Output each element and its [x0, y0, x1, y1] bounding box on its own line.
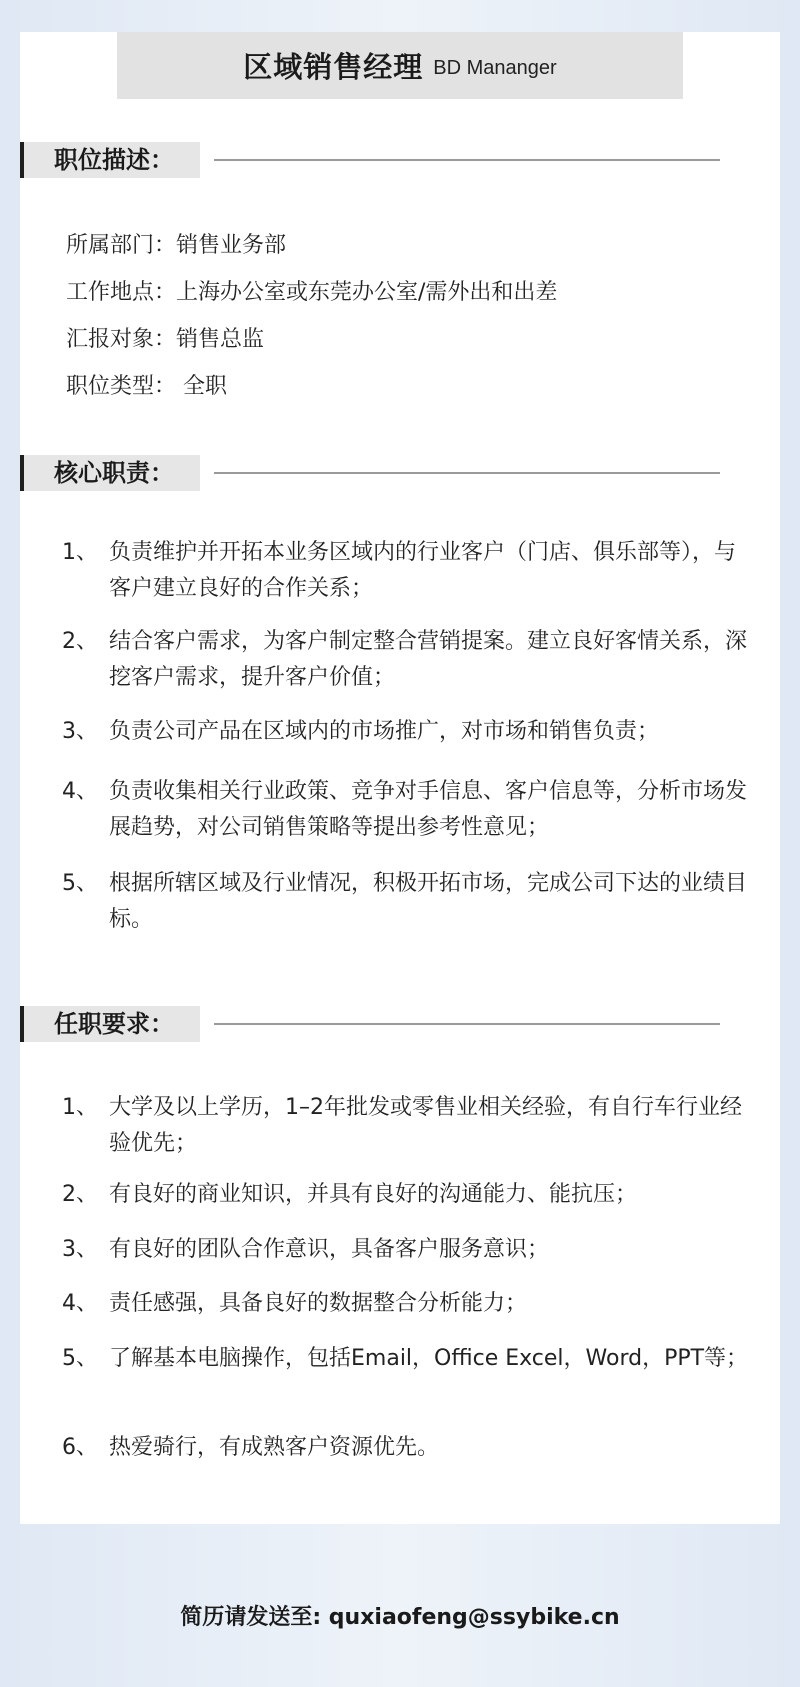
- section-divider: [214, 159, 720, 161]
- item-text: 根据所辖区域及行业情况，积极开拓市场，完成公司下达的业绩目标。: [109, 871, 748, 932]
- item-text: 了解基本电脑操作，包括Email，Office Excel，Word，PPT等；: [109, 1346, 749, 1371]
- info-label: 职位类型：: [66, 374, 177, 399]
- section-divider: [214, 1023, 720, 1025]
- requirement-item: [62, 1177, 752, 1213]
- requirement-item: [62, 1232, 752, 1268]
- info-row-department: [66, 228, 286, 259]
- duty-item: [62, 535, 752, 607]
- info-row-location: [66, 275, 557, 306]
- info-row-reports-to: [66, 322, 264, 353]
- requirement-item: [62, 1430, 752, 1466]
- item-number: 2、: [62, 629, 98, 654]
- section-label: 核心职责：: [54, 459, 174, 487]
- job-posting-card: [20, 32, 780, 1524]
- info-label: 汇报对象：: [66, 327, 177, 352]
- section-heading-description: [20, 142, 720, 178]
- job-title-en: BD Mananger: [433, 57, 557, 79]
- item-text: 负责收集相关行业政策、竞争对手信息、客户信息等，分析市场发展趋势，对公司销售策略等提出参考性意见；: [109, 779, 748, 840]
- requirement-item: [62, 1286, 752, 1322]
- item-text: 有良好的商业知识，并具有良好的沟通能力、能抗压；: [109, 1182, 638, 1207]
- section-heading-requirements: [20, 1006, 720, 1042]
- duty-item: [62, 774, 752, 846]
- item-text: 有良好的团队合作意识，具备客户服务意识；: [109, 1237, 550, 1262]
- item-number: 3、: [62, 1237, 98, 1262]
- item-text: 大学及以上学历，1–2年批发或零售业相关经验，有自行车行业经验优先；: [109, 1095, 742, 1156]
- item-text: 热爱骑行，有成熟客户资源优先。: [109, 1435, 440, 1460]
- info-row-job-type: [66, 369, 227, 400]
- item-number: 2、: [62, 1182, 98, 1207]
- item-number: 4、: [62, 779, 98, 804]
- resume-contact: 简历请发送至: quxiaofeng@ssybike.cn: [180, 1605, 620, 1630]
- item-text: 责任感强，具备良好的数据整合分析能力；: [109, 1291, 528, 1316]
- item-number: 4、: [62, 1291, 98, 1316]
- section-heading-duties: [20, 455, 720, 491]
- item-text: 负责维护并开拓本业务区域内的行业客户（门店、俱乐部等），与客户建立良好的合作关系；: [109, 540, 737, 601]
- info-label: 工作地点：: [66, 280, 177, 305]
- item-number: 1、: [62, 540, 98, 565]
- item-text: 结合客户需求，为客户制定整合营销提案。建立良好客情关系，深挖客户需求，提升客户价值；: [109, 629, 748, 690]
- duty-item: [62, 866, 752, 938]
- item-number: 1、: [62, 1095, 98, 1120]
- item-text: 负责公司产品在区域内的市场推广，对市场和销售负责；: [109, 719, 660, 744]
- info-value: 上海办公室或东莞办公室/需外出和出差: [176, 280, 558, 305]
- job-title-banner: [117, 32, 683, 99]
- info-value: 销售总监: [176, 327, 265, 352]
- section-divider: [214, 472, 720, 474]
- section-label: 职位描述：: [54, 146, 174, 174]
- requirement-item: [62, 1090, 752, 1162]
- duty-item: [62, 624, 752, 696]
- duty-item: [62, 714, 752, 750]
- item-number: 5、: [62, 1346, 98, 1371]
- job-title-cn: 区域销售经理: [243, 50, 424, 84]
- item-number: 5、: [62, 871, 98, 896]
- item-number: 3、: [62, 719, 98, 744]
- info-label: 所属部门：: [66, 233, 177, 258]
- requirement-item: [62, 1341, 752, 1377]
- section-label: 任职要求：: [54, 1010, 174, 1038]
- info-value: 销售业务部: [176, 233, 287, 258]
- info-value: 全职: [176, 374, 228, 399]
- item-number: 6、: [62, 1435, 98, 1460]
